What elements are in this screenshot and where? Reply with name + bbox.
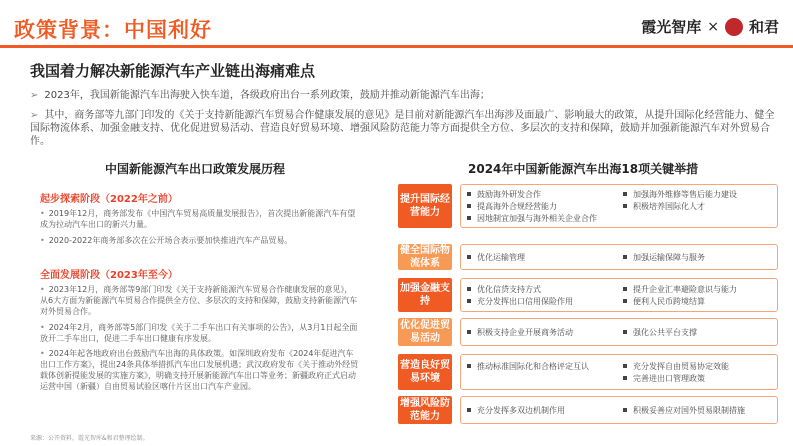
measure-item: 提升企业汇率避险意识与能力 xyxy=(623,284,771,295)
bullet-2 xyxy=(30,109,775,148)
measure-item-blank xyxy=(467,373,615,384)
measure-item: 完善进出口管理政策 xyxy=(623,373,771,384)
brand-hejun: 和君 xyxy=(748,18,779,36)
left-heading: 中国新能源汽车出口政策发展历程 xyxy=(105,162,286,176)
measure-category: 健全国际物流体系 xyxy=(400,245,450,269)
measure-category: 优化促进贸易活动 xyxy=(400,320,450,344)
measure-row xyxy=(398,278,778,312)
right-heading: 2024年中国新能源汽车出海18项关键举措 xyxy=(468,162,699,176)
measure-item: 强化公共平台支撑 xyxy=(623,327,771,338)
measure-item: 优化运输管理 xyxy=(467,252,615,263)
measure-items xyxy=(460,354,778,390)
bullet-arrow-icon: ➢ xyxy=(30,90,39,101)
measure-row xyxy=(398,244,778,270)
stage-2-item: • 2024年2月，商务部等5部门印发《关于二手车出口有关事项的公告》，从3月1日起全面放开二手车出口，促进二手车出口健康有序发展。 xyxy=(40,323,358,343)
measure-items xyxy=(460,318,778,346)
stage-1-title: 起步探索阶段（2022年之前） xyxy=(40,194,178,205)
title-underline xyxy=(0,45,793,48)
brand-cross: × xyxy=(707,18,719,35)
measure-category: 加强金融支持 xyxy=(398,278,452,312)
measure-row xyxy=(398,396,778,424)
source-note: 来源：公开资料，霞光智库&和君整理绘制。 xyxy=(30,435,149,442)
measure-row xyxy=(398,318,778,346)
brand-xiaguang: 霞光智库 xyxy=(641,18,702,36)
bullet-arrow-icon: ➢ xyxy=(30,110,39,121)
measure-category: 提升国际经营能力 xyxy=(398,184,452,228)
hejun-logo-icon xyxy=(725,18,743,36)
measure-row xyxy=(398,354,778,390)
measure-items xyxy=(460,278,778,312)
measure-item: 充分发挥自由贸易协定效能 xyxy=(623,361,771,372)
measure-item: 充分发挥出口信用保险作用 xyxy=(467,296,615,307)
page-title: 政策背景：中国利好 xyxy=(14,18,212,42)
measure-item: 便利人民币跨境结算 xyxy=(623,296,771,307)
measure-item: 优化信贷支持方式 xyxy=(467,284,615,295)
measure-item: 积极妥善应对国外贸易限制措施 xyxy=(623,405,771,416)
measure-item: 鼓励海外研发合作 xyxy=(467,189,615,200)
section-subtitle: 我国着力解决新能源汽车产业链出海痛难点 xyxy=(30,62,316,80)
measure-item: 积极培养国际化人才 xyxy=(623,201,771,212)
stage-2-title: 全面发展阶段（2023年至今） xyxy=(40,270,178,281)
stage-1-item-text: 2019年12月，商务部发布《中国汽车贸易高质量发展报告》，首次提出新能源汽车有望成为拉动汽车出口的新兴力量。 xyxy=(40,209,356,229)
bullet-2-text: 其中，商务部等九部门印发的《关于支持新能源汽车贸易合作健康发展的意见》是目前对新能源汽车出海涉及面最广、影响最大的政策，从提升国际化经营能力、健全国际物流体系、加强金融支持、优化促进贸易活动、营造良好贸易环境、增强风险防范能力等方面提供全方位、多层次的支持和保障，鼓励并加强新能源汽车对外贸易合作。 xyxy=(30,110,775,147)
measure-item: 充分发挥多双边机制作用 xyxy=(467,405,615,416)
measure-item: 提高海外合规经营能力 xyxy=(467,201,615,212)
measure-item: 推动标准国际化和合格评定互认 xyxy=(467,361,615,372)
stage-2-item-text: 2024年2月，商务部等5部门印发《关于二手车出口有关事项的公告》，从3月1日起全面放开二手车出口，促进二手车出口健康有序发展。 xyxy=(40,323,358,343)
measure-category: 营造良好贸易环境 xyxy=(398,354,452,390)
stage-1-item-text: 2020-2022年商务部多次在公开场合表示要加快推进汽车产品贸易。 xyxy=(48,236,293,245)
stage-2-item: • 2023年12月，商务部等9部门印发《关于支持新能源汽车贸易合作健康发展的意见》，从6大方面为新能源汽车贸易合作提供全方位、多层次的支持和保障，鼓励支持新能源汽车对外贸易合作。 xyxy=(40,285,358,316)
measure-item: 加强运输保障与服务 xyxy=(623,252,771,263)
stage-1-item: • 2019年12月，商务部发布《中国汽车贸易高质量发展报告》，首次提出新能源汽车有望成为拉动汽车出口的新兴力量。 xyxy=(40,209,356,229)
stage-2-item-text: 2024年起各地政府出台鼓励汽车出海的具体政策。如深圳政府发布《2024年促进汽车出口工作方案》，提出24条具体举措抓汽车出口发展机遇；武汉政府发布《关于推动外经贸载体创新提能发展的实施方案》，明确支持开展新能源汽车出口等业务；新疆政府正式启动运营中国（新疆）自由贸易试验区喀什片区出口汽车产业园。 xyxy=(40,349,359,391)
stage-2-item: • 2024年起各地政府出台鼓励汽车出海的具体政策。如深圳政府发布《2024年促进汽车出口工作方案》，提出24条具体举措抓汽车出口发展机遇；武汉政府发布《关于推动外经贸载体创新提能发展的实施方案》，明确支持开展新能源汽车出口等业务；新疆政府正式启动运营中国（新疆）自由贸易试验区喀什片区出口汽车产业园。 xyxy=(40,349,359,391)
measure-item: 因地制宜加强与海外相关企业合作 xyxy=(467,213,771,224)
measure-items xyxy=(460,184,778,228)
measure-item: 积极支持企业开展商务活动 xyxy=(467,327,615,338)
measure-item: 加强海外维修等售后能力建设 xyxy=(623,189,771,200)
bullet-1 xyxy=(30,89,775,102)
measure-category: 增强风险防范能力 xyxy=(400,398,450,422)
bullet-1-text: 2023年，我国新能源汽车出海驶入快车道，各级政府出台一系列政策，鼓励并推动新能源汽车出海； xyxy=(44,90,490,101)
brand-area xyxy=(641,16,779,37)
measure-items xyxy=(460,244,778,270)
stage-1-item: • 2020-2022年商务部多次在公开场合表示要加快推进汽车产品贸易。 xyxy=(40,236,293,245)
stage-2-item-text: 2023年12月，商务部等9部门印发《关于支持新能源汽车贸易合作健康发展的意见》，从6大方面为新能源汽车贸易合作提供全方位、多层次的支持和保障，鼓励支持新能源汽车对外贸易合作。 xyxy=(40,285,358,316)
measure-items xyxy=(460,396,778,424)
measure-row xyxy=(398,184,778,228)
